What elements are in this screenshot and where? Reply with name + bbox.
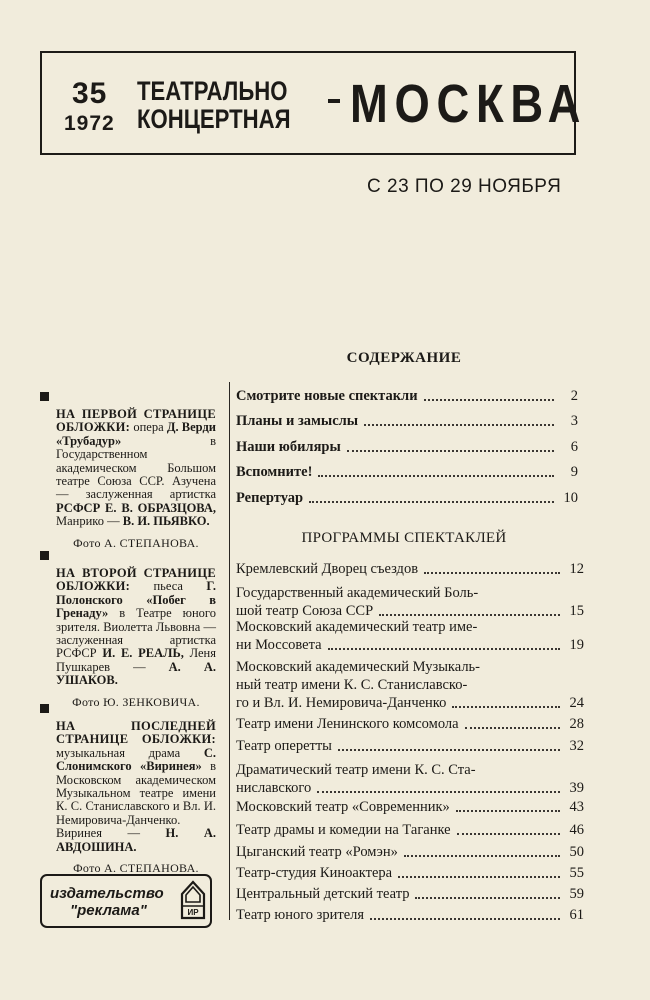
dot-leader: [317, 791, 560, 793]
program-page: 15: [569, 603, 584, 619]
caption-text: пьеса: [130, 579, 207, 594]
program-line: Московский академический Музыкаль-: [236, 659, 481, 675]
dot-leader: [338, 749, 560, 751]
toc-label: Наши юбиляры: [236, 439, 341, 455]
program-line: го и Вл. И. Немировича-Данченко: [236, 695, 447, 711]
caption-body: [44, 567, 216, 688]
caption-body: [44, 720, 216, 854]
program-entry[interactable]: [236, 715, 584, 733]
program-line: Театр юного зрителя: [236, 907, 365, 923]
program-entry[interactable]: [236, 737, 584, 755]
dot-leader: [398, 876, 560, 878]
program-line: Театр-студия Киноактера: [236, 865, 393, 881]
program-line: Московский академический театр име-: [236, 619, 478, 635]
caption-text: Манрико —: [56, 514, 123, 529]
program-entry[interactable]: [236, 761, 584, 797]
issue-year: 1972: [64, 112, 115, 135]
column-divider: [229, 382, 230, 920]
caption-highlight: А. А. УШАКОВ.: [56, 659, 216, 688]
program-entry[interactable]: [236, 618, 584, 654]
publisher-icon-text: ИР: [187, 908, 199, 917]
toc-page: 6: [570, 439, 578, 455]
caption-second-cover: [44, 551, 216, 709]
title-dash: [328, 99, 340, 103]
photo-credit: Фото Ю. ЗЕНКОВИЧА.: [72, 694, 200, 709]
program-entry[interactable]: [236, 821, 584, 839]
toc-row[interactable]: [236, 463, 578, 481]
program-line: ни Моссовета: [236, 637, 322, 653]
program-page: 55: [569, 865, 584, 881]
dot-leader: [424, 399, 554, 401]
program-page: 61: [569, 907, 584, 923]
program-entry[interactable]: [236, 864, 584, 882]
bullet-square-icon: [40, 551, 49, 560]
issue-number: 35: [72, 77, 108, 110]
program-page: 50: [569, 844, 584, 860]
program-entry[interactable]: [236, 843, 584, 861]
dot-leader: [424, 572, 560, 574]
program-line: ный театр имени К. С. Станиславско-: [236, 677, 468, 693]
program-entry[interactable]: [236, 885, 584, 903]
dot-leader: [347, 450, 554, 452]
contents-title: СОДЕРЖАНИЕ: [346, 350, 462, 366]
dot-leader: [379, 614, 560, 616]
toc-row[interactable]: [236, 438, 578, 456]
program-line: Театр имени Ленинского комсомола: [236, 716, 459, 732]
caption-lead: НА ПЕРВОЙ СТРАНИЦЕ ОБЛОЖКИ:: [56, 407, 216, 435]
toc-label: Репертуар: [236, 490, 304, 506]
caption-first-cover: [44, 392, 216, 550]
city-title: МОСКВА: [350, 74, 588, 134]
toc-page: 2: [570, 388, 578, 404]
caption-highlight: РСФСР Е. В. ОБРАЗЦОВА,: [56, 500, 216, 515]
program-line: ниславского: [236, 780, 312, 796]
program-line: Драматический театр имени К. С. Ста-: [236, 762, 476, 778]
program-line: Цыганский театр «Ромэн»: [236, 844, 398, 860]
program-line: Центральный детский театр: [236, 886, 410, 902]
program-page: 59: [569, 886, 584, 902]
toc-page: 9: [570, 464, 578, 480]
dot-leader: [457, 833, 560, 835]
program-line: Московский театр «Современник»: [236, 799, 450, 815]
toc-row[interactable]: [236, 489, 578, 507]
program-line: Театр оперетты: [236, 738, 332, 754]
toc-page: 3: [570, 413, 578, 429]
issue-dates: С 23 ПО 29 НОЯБРЯ: [367, 176, 562, 197]
dot-leader: [456, 810, 560, 812]
program-line: шой театр Союза ССР: [236, 603, 374, 619]
bullet-square-icon: [40, 704, 49, 713]
toc-page: 10: [563, 490, 578, 506]
caption-lead: НА ПОСЛЕДНЕЙ СТРАНИЦЕ ОБЛОЖКИ:: [56, 719, 216, 747]
title-line-1: ТЕАТРАЛЬНО: [137, 76, 288, 106]
program-line: Государственный академический Боль-: [236, 585, 479, 601]
dot-leader: [318, 475, 554, 477]
dot-leader: [309, 501, 554, 503]
program-page: 19: [569, 637, 584, 653]
program-line: Театр драмы и комедии на Таганке: [236, 822, 451, 838]
dot-leader: [415, 897, 560, 899]
photo-credit: Фото А. СТЕПАНОВА.: [73, 861, 199, 876]
program-entry[interactable]: [236, 560, 584, 578]
caption-highlight: С. Слонимского «Виринея»: [56, 745, 216, 774]
photo-credit: Фото А. СТЕПАНОВА.: [73, 535, 199, 550]
program-entry[interactable]: [236, 658, 584, 712]
dot-leader: [404, 855, 560, 857]
program-page: 12: [569, 561, 584, 577]
title-line-2: КОНЦЕРТНАЯ: [137, 104, 291, 134]
caption-highlight: Г. Полонского «Побег в Гренаду»: [56, 579, 216, 621]
caption-text: Леня Пушкарев —: [56, 646, 217, 674]
program-page: 32: [569, 738, 584, 754]
toc-label: Вспомните!: [236, 464, 313, 480]
publisher-logo: [40, 874, 212, 928]
program-entry[interactable]: [236, 798, 584, 816]
publisher-line-1: издательство: [50, 885, 164, 902]
toc-row[interactable]: [236, 412, 578, 430]
toc-label: Планы и замыслы: [236, 413, 359, 429]
caption-text: в Московском академическом Музыкальном театре имени К. С. Станиславского и Вл. И. Немировича-Данченко. Виринея —: [56, 759, 216, 841]
caption-last-cover: [44, 704, 216, 875]
caption-highlight: Д. Верди «Трубадур»: [56, 420, 216, 448]
caption-lead: НА ВТОРОЙ СТРАНИЦЕ ОБЛОЖКИ:: [56, 566, 216, 594]
program-line: Кремлевский Дворец съездов: [236, 561, 419, 577]
dot-leader: [465, 727, 560, 729]
program-entry[interactable]: [236, 906, 584, 924]
toc-label: Смотрите новые спектакли: [236, 388, 418, 404]
theatre-house-icon: [178, 880, 208, 922]
publisher-line-2: "реклама": [70, 902, 147, 919]
caption-highlight: В. И. ПЬЯВКО.: [122, 514, 210, 529]
caption-highlight: И. Е. РЕАЛЬ,: [102, 646, 184, 661]
dot-leader: [370, 918, 560, 920]
caption-text: опера: [130, 420, 167, 435]
program-page: 39: [569, 780, 584, 796]
caption-text: музыкальная драма: [56, 745, 204, 760]
dot-leader: [452, 706, 560, 708]
masthead: [40, 51, 588, 155]
dot-leader: [328, 648, 560, 650]
program-page: 28: [569, 716, 584, 732]
bullet-square-icon: [40, 392, 49, 401]
program-entry[interactable]: [236, 584, 584, 620]
program-page: 46: [569, 822, 584, 838]
program-page: 24: [569, 695, 584, 711]
programs-title: ПРОГРАММЫ СПЕКТАКЛЕЙ: [301, 530, 507, 546]
caption-text: в Театре юного зрителя. Виолетта Львовна — заслуженная артистка РСФСР: [56, 606, 216, 661]
dot-leader: [364, 424, 554, 426]
toc-row[interactable]: [236, 387, 578, 405]
caption-body: [44, 408, 216, 529]
program-page: 43: [569, 799, 584, 815]
caption-text: в Государственном академическом Большом театре Союза ССР. Азучена — заслуженная артистка: [56, 433, 216, 502]
caption-highlight: Н. А. АВДОШИНА.: [56, 826, 216, 854]
